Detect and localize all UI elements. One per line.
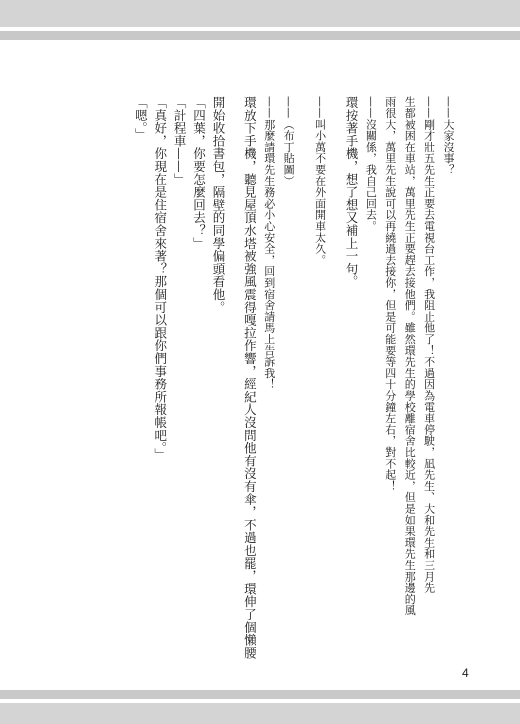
text-line: 環放下手機，聽見屋頂水塔被強風震得嘎拉作響，經紀人沒問他有沒有傘，不過也罷，環伸了個懶腰 <box>242 96 258 660</box>
text-line: ——剛才壯五先生正要去電視台工作，我阻止他了！不過因為電車停駛，凪先生、大和先生和三月先 <box>422 96 436 594</box>
text-line: ——叫小萬不要在外面開車太久。 <box>313 96 327 266</box>
vertical-text-body <box>131 96 458 660</box>
text-line: ——沒關係，我自己回去。 <box>364 96 378 232</box>
text-line: 環按著手機，想了想又補上一句。 <box>343 96 359 288</box>
text-line: 「真好，你現在是住宿舍來著？那個可以跟你們事務所報帳吧。」 <box>152 96 168 461</box>
text-line: 生都被困在車站，萬里先生正要趕去接他們。雖然環先生的學校離宿舍比較近，但是如果環先生那邊的風 <box>403 96 417 616</box>
text-line: 「計程車——」 <box>172 96 188 186</box>
text-line: ——大家沒事？ <box>442 96 455 176</box>
text-line: 「四葉，你要怎麼回去？」 <box>191 96 207 250</box>
footer-band <box>0 690 520 724</box>
text-line: ——（布丁貼圖） <box>282 96 296 187</box>
text-line: 「嗯。」 <box>133 96 149 141</box>
page-number: 4 <box>462 666 469 680</box>
text-line: 開始收拾書包，隔壁的同學偏頭看他。 <box>210 96 226 314</box>
text-line: 雨很大，萬里先生說可以再繞過去接你，但是可能要等四十分鐘左右，對不起！ <box>383 96 397 492</box>
text-line: ——那麼請環先生務必小心安全，回到宿舍請馬上告訴我！ <box>262 96 276 390</box>
header-band <box>0 0 520 40</box>
